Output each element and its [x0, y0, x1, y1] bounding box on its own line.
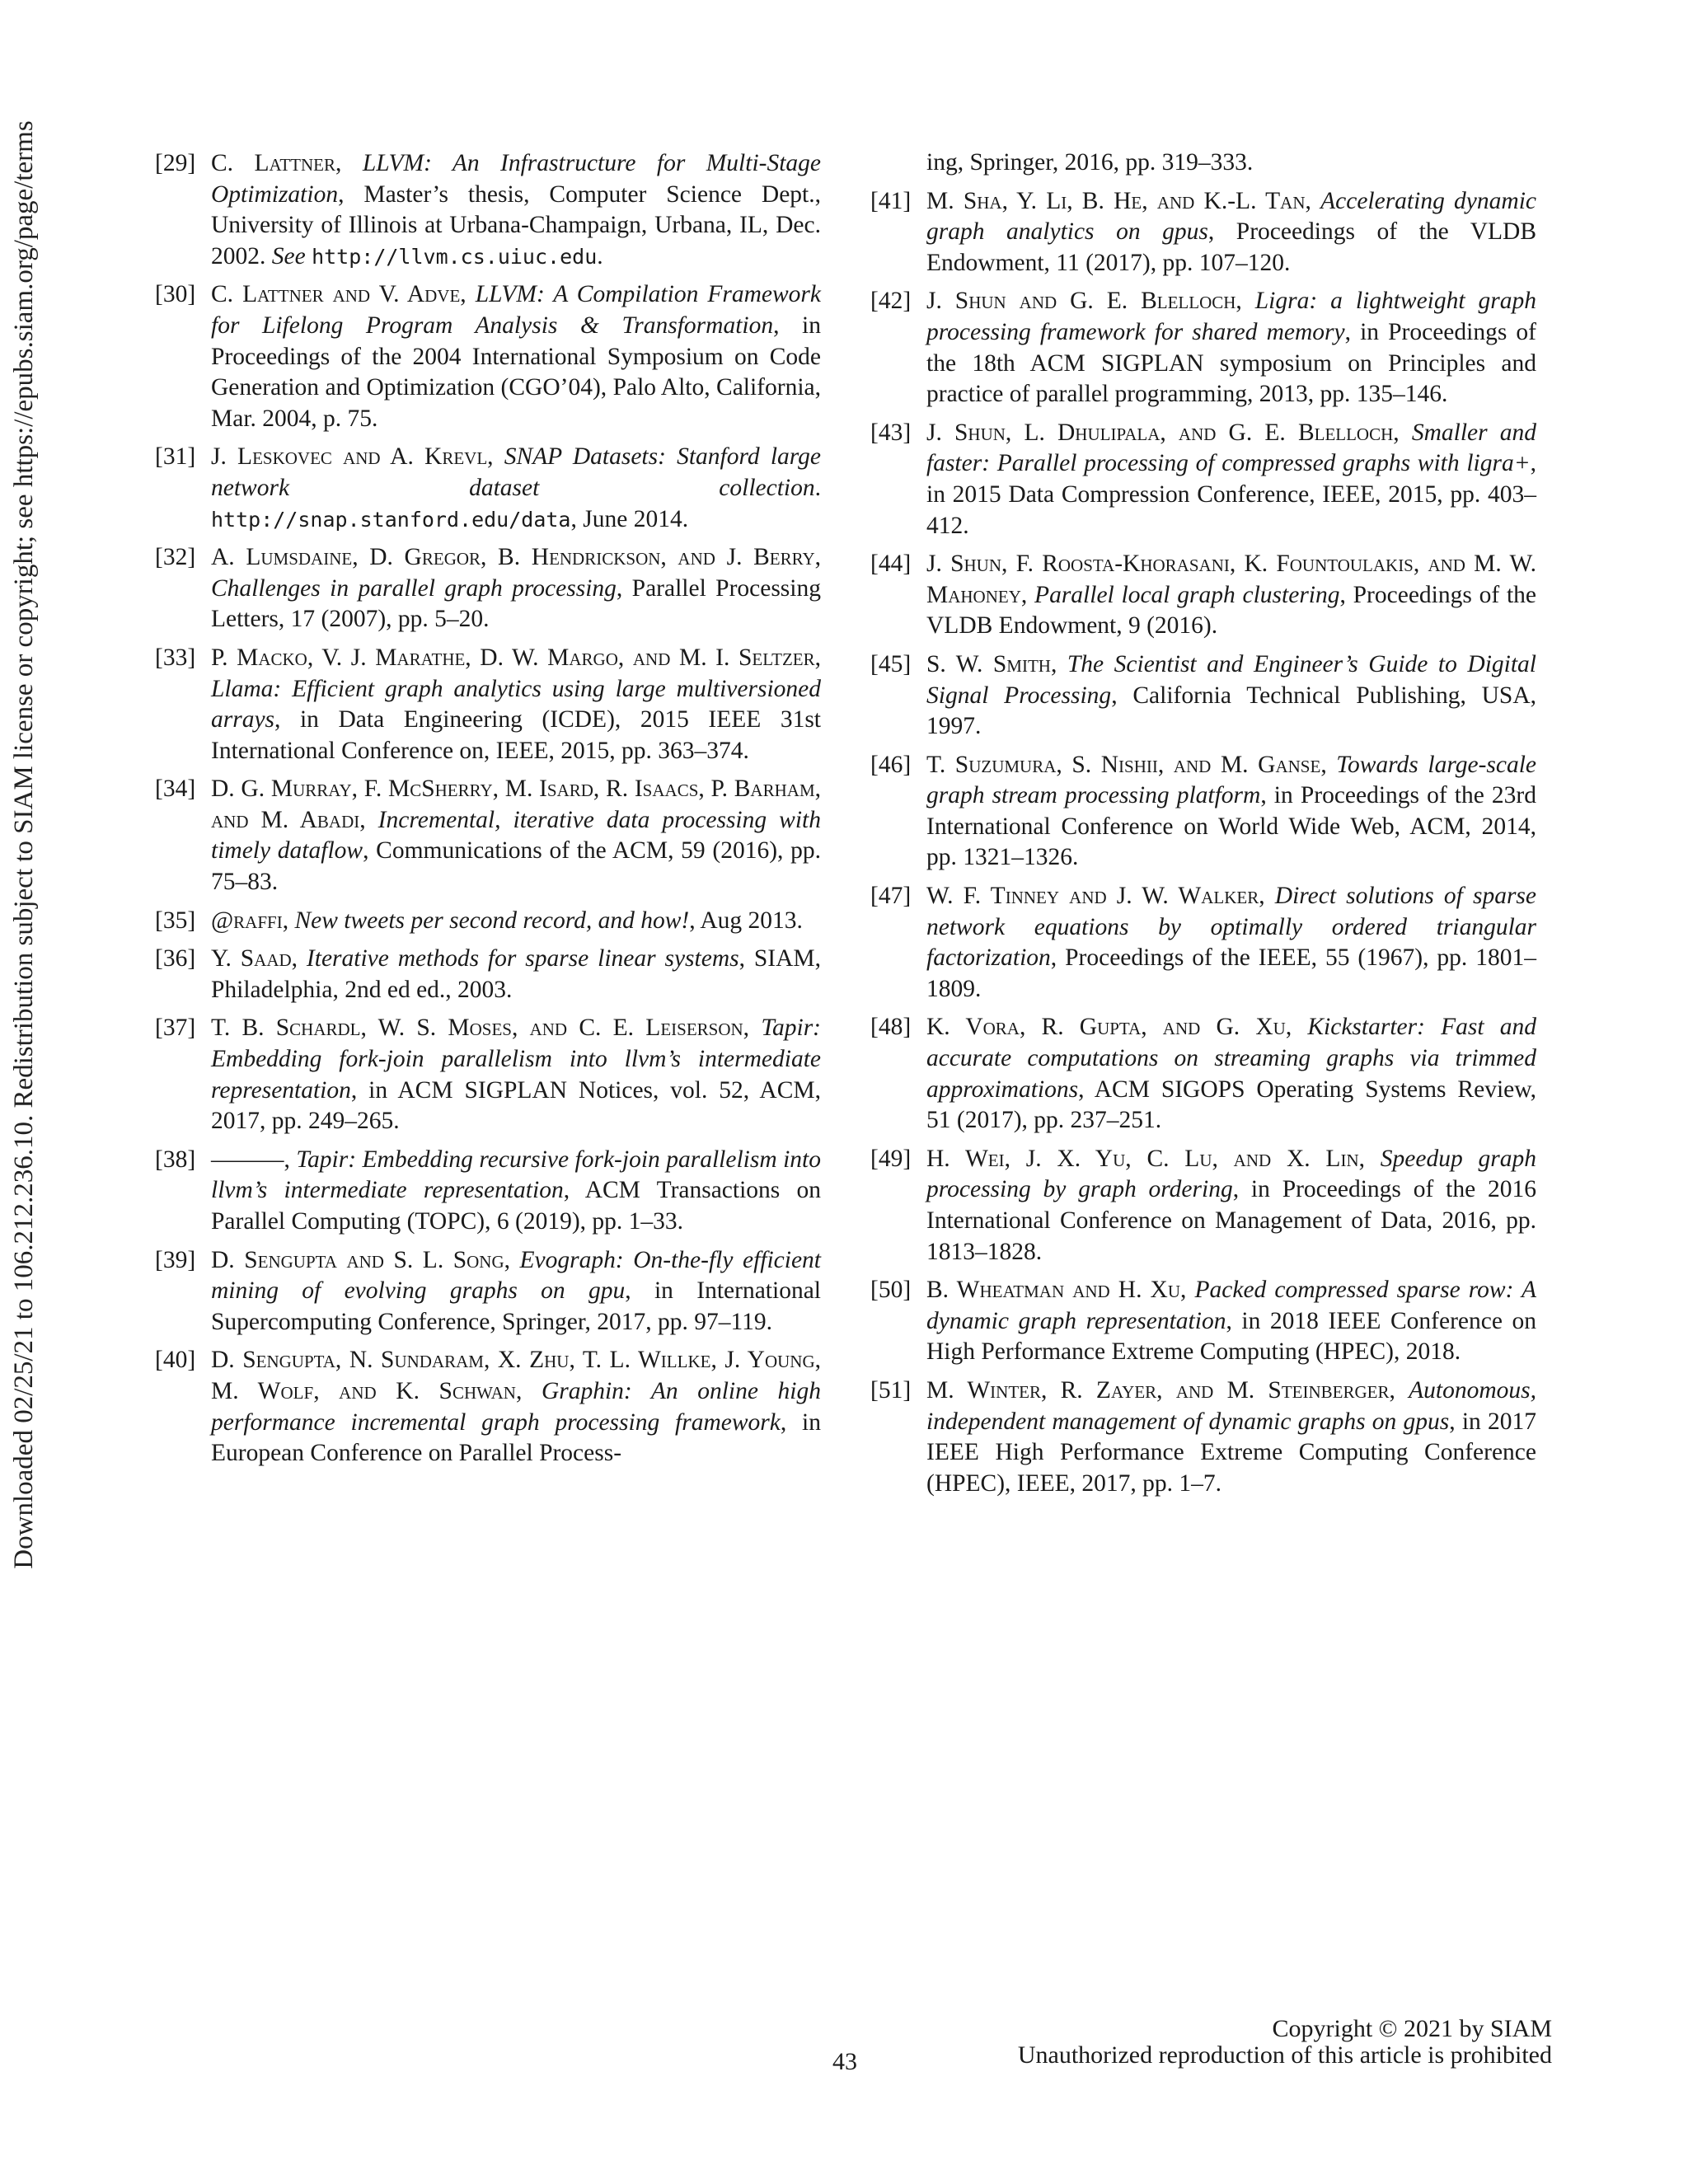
- reference-entry: [870, 186, 1536, 279]
- references-right-column: [870, 148, 1536, 1507]
- reference-entry: [155, 774, 821, 898]
- reference-title: Incremental, iterative data processing with timely dataflow: [211, 806, 822, 865]
- reference-entry: [155, 643, 821, 766]
- reference-separator: ,: [1389, 1376, 1409, 1404]
- reference-separator: ,: [515, 1377, 542, 1404]
- reference-title: SNAP Datasets: Stanford large network dataset collection: [211, 443, 821, 501]
- reference-title: Graphin: An online high performance incremental graph processing framework: [211, 1377, 821, 1436]
- reference-text: [926, 649, 1536, 743]
- reference-authors: J. Leskovec and A. Krevl: [211, 443, 488, 471]
- reference-text: [211, 1245, 821, 1338]
- reference-entry: [870, 750, 1536, 874]
- reference-details: , Proceedings of the IEEE, 55 (1967), pp. 1801–1809.: [926, 944, 1536, 1002]
- reference-entry: [870, 881, 1536, 1005]
- reference-details: , in 2015 Data Compression Conference, IEEE, 2015, pp. 403–412.: [926, 450, 1536, 539]
- reference-details: , in Proceedings of the 18th ACM SIGPLAN symposium on Principles and practice of parallel programming, 2013, pp. 135–146.: [926, 318, 1536, 408]
- reference-details: , ACM Transactions on Parallel Computing (TOPC), 6 (2019), pp. 1–33.: [211, 1177, 821, 1235]
- reference-text: [211, 643, 821, 766]
- reference-separator: ,: [1358, 1145, 1381, 1172]
- reference-separator: ,: [460, 281, 476, 308]
- reference-authors: A. Lumsdaine, D. Gregor, B. Hendrickson, and J. Berry: [211, 544, 815, 571]
- reference-number: [35]: [155, 907, 196, 934]
- reference-details: , in ACM SIGPLAN Notices, vol. 52, ACM, 2017, pp. 249–265.: [211, 1076, 821, 1135]
- reference-number: [51]: [870, 1376, 912, 1404]
- reference-number: [40]: [155, 1347, 196, 1374]
- reference-text: [211, 148, 821, 272]
- reference-separator: ,: [359, 806, 378, 833]
- reference-authors: B. Wheatman and H. Xu: [926, 1277, 1181, 1304]
- reference-title: Speedup graph processing by graph ordering: [926, 1145, 1536, 1203]
- reference-separator: ,: [1259, 883, 1275, 910]
- reference-details: , in Proceedings of the 2016 International Conference on Management of Data, 2016, pp. 1813–1828.: [926, 1176, 1537, 1265]
- reference-entry: [155, 944, 821, 1005]
- reference-number: [46]: [870, 751, 912, 778]
- reference-authors: J. Shun, L. Dhulipala, and G. E. Blelloch: [926, 419, 1394, 446]
- reference-title: LLVM: A Compilation Framework for Lifelong Program Analysis & Transformation: [211, 281, 821, 339]
- reference-number: [45]: [870, 650, 912, 677]
- reference-title: Iterative methods for sparse linear systems: [306, 945, 739, 972]
- reference-entry: [155, 1145, 821, 1238]
- reference-text: [926, 881, 1536, 1005]
- reference-authors: T. Suzumura, S. Nishii, and M. Ganse: [926, 751, 1321, 778]
- reference-text: [926, 750, 1536, 874]
- reference-title: Tapir: Embedding recursive fork-join parallelism into llvm’s intermediate representation: [211, 1146, 822, 1204]
- reference-text: [926, 1275, 1536, 1368]
- reference-details: , Aug 2013.: [689, 907, 803, 934]
- reference-number: [43]: [870, 419, 912, 446]
- reference-number: [37]: [155, 1015, 196, 1042]
- reference-authors: M. Sha, Y. Li, B. He, and K.-L. Tan: [926, 187, 1306, 214]
- reference-details: , Proceedings of the VLDB Endowment, 11 (2017), pp. 107–120.: [926, 218, 1536, 276]
- reference-text: [926, 418, 1536, 541]
- reference-entry: [155, 279, 821, 434]
- reference-separator: ,: [1180, 1277, 1195, 1304]
- reference-title: Towards large-scale graph stream processing platform: [926, 751, 1537, 809]
- reference-title: Kickstarter: Fast and accurate computations on streaming graphs via trimmed approximations: [926, 1014, 1536, 1103]
- reference-separator: ,: [282, 907, 295, 934]
- reference-details: , Parallel Processing Letters, 17 (2007), pp. 5–20.: [211, 574, 821, 633]
- reference-entry: [870, 1144, 1536, 1268]
- reference-details: , California Technical Publishing, USA, 1997.: [926, 682, 1536, 740]
- reference-authors: M. Winter, R. Zayer, and M. Steinberger: [926, 1376, 1390, 1404]
- reference-details: .: [814, 474, 821, 501]
- reference-entry: [870, 1275, 1536, 1368]
- reference-text: [926, 1012, 1536, 1136]
- reference-title: LLVM: An Infrastructure for Multi-Stage Optimization: [211, 150, 822, 208]
- reference-separator: ,: [335, 150, 363, 176]
- reference-entry: [870, 549, 1536, 642]
- reference-details: , Communications of the ACM, 59 (2016), pp. 75–83.: [211, 837, 821, 896]
- reference-number: [47]: [870, 883, 912, 910]
- reference-separator: ,: [814, 644, 821, 671]
- reference-text: [926, 186, 1536, 279]
- reference-text: [211, 1345, 821, 1469]
- reference-authors: W. F. Tinney and J. W. Walker: [926, 883, 1259, 910]
- reference-authors: D. Sengupta and S. L. Song: [211, 1246, 504, 1273]
- reference-authors: P. Macko, V. J. Marathe, D. W. Margo, and M. I. Seltzer: [211, 644, 815, 671]
- reference-separator: ,: [1020, 581, 1035, 608]
- reference-details: , ACM SIGOPS Operating Systems Review, 51 (2017), pp. 237–251.: [926, 1076, 1536, 1134]
- reference-details: , SIAM, Philadelphia, 2nd ed ed., 2003.: [211, 945, 822, 1003]
- reference-tail: .: [597, 242, 603, 269]
- reference-authors: H. Wei, J. X. Yu, C. Lu, and X. Lin: [926, 1145, 1359, 1172]
- reference-authors: J. Shun and G. E. Blelloch: [926, 288, 1236, 315]
- reference-title: Autonomous, independent management of dynamic graphs on gpus: [926, 1376, 1537, 1435]
- reference-authors: D. G. Murray, F. McSherry, M. Isard, R. Isaacs, P. Barham, and M. Abadi: [211, 776, 821, 833]
- reference-separator: ,: [814, 544, 821, 571]
- reference-continuation: ing, Springer, 2016, pp. 319–333.: [926, 149, 1254, 176]
- reference-number: [50]: [870, 1277, 912, 1304]
- reference-authors: Y. Saad: [211, 945, 292, 972]
- reference-separator: ,: [1285, 1014, 1308, 1041]
- reference-entry: [870, 1376, 1536, 1499]
- reference-entry: [155, 442, 821, 535]
- reference-authors: ———: [211, 1146, 284, 1173]
- reference-details: , in 2018 IEEE Conference on High Performance Extreme Computing (HPEC), 2018.: [926, 1307, 1536, 1366]
- reference-number: [34]: [155, 776, 196, 803]
- reference-entry: [155, 906, 821, 937]
- reference-text: [211, 442, 821, 535]
- reference-title: Smaller and faster: Parallel processing of compressed graphs with ligra+: [926, 419, 1537, 477]
- reference-text: [211, 1013, 821, 1137]
- reference-number: [38]: [155, 1146, 196, 1173]
- copyright-notice: [1018, 2016, 1552, 2069]
- reference-separator: ,: [504, 1246, 520, 1273]
- reference-text: [926, 1376, 1536, 1499]
- reference-number: [32]: [155, 544, 196, 571]
- reference-entry: [155, 148, 821, 272]
- reference-entry: [870, 418, 1536, 541]
- reference-authors: C. Lattner and V. Adve: [211, 281, 461, 308]
- reference-number: [49]: [870, 1145, 912, 1172]
- reference-text: [211, 774, 821, 898]
- reference-separator: ,: [487, 443, 504, 471]
- reference-separator: ,: [1050, 650, 1067, 677]
- reference-authors: C. Lattner: [211, 150, 335, 176]
- reference-text: [211, 1145, 821, 1238]
- reference-number: [41]: [870, 187, 912, 214]
- reference-number: [39]: [155, 1246, 196, 1273]
- references-left-column: [155, 148, 821, 1477]
- reference-details: , in Proceedings of the 2004 International Symposium on Code Generation and Optimization (CGO’04), Palo Alto, California, Mar. 2004, p. 75.: [211, 312, 821, 432]
- reference-details: , Proceedings of the VLDB Endowment, 9 (2016).: [926, 581, 1536, 640]
- reference-separator: ,: [291, 945, 307, 972]
- reference-separator: ,: [1393, 419, 1412, 446]
- reference-details: , in 2017 IEEE High Performance Extreme Computing Conference (HPEC), IEEE, 2017, pp. 1–7.: [926, 1408, 1536, 1497]
- reference-title: Llama: Efficient graph analytics using large multiversioned arrays: [211, 675, 821, 733]
- reference-url[interactable]: http://llvm.cs.uiuc.edu: [312, 244, 598, 269]
- reference-number: [44]: [870, 551, 912, 578]
- reference-title: New tweets per second record, and how!: [294, 907, 690, 934]
- reference-url[interactable]: http://snap.stanford.edu/data: [211, 507, 571, 532]
- reference-details: , in Proceedings of the 23rd International Conference on World Wide Web, ACM, 2014, pp. 1321–1326.: [926, 782, 1536, 871]
- reference-entry: [870, 286, 1536, 410]
- reference-text: [211, 906, 821, 937]
- reference-number: [36]: [155, 945, 196, 972]
- reference-number: [29]: [155, 150, 196, 176]
- reference-authors: J. Shun, F. Roosta-Khorasani, K. Fountoulakis, and M. W. Mahoney: [926, 551, 1536, 608]
- download-notice: Downloaded 02/25/21 to 106.212.236.10. Redistribution subject to SIAM license or copyright; see https://epubs.siam.org/page/terms: [9, 120, 39, 1569]
- reference-details: , Master’s thesis, Computer Science Dept., University of Illinois at Urbana-Champaign, Urbana, IL, Dec. 2002.: [211, 180, 821, 269]
- reproduction-notice: Unauthorized reproduction of this article is prohibited: [1017, 2041, 1552, 2069]
- reference-details: , in Data Engineering (ICDE), 2015 IEEE 31st International Conference on, IEEE, 2015, pp. 363–374.: [211, 706, 821, 764]
- reference-text: [211, 542, 821, 635]
- reference-number: [30]: [155, 281, 196, 308]
- reference-tail: , June 2014.: [570, 505, 689, 532]
- reference-entry: [155, 542, 821, 635]
- reference-title: Evograph: On-the-fly efficient mining of evolving graphs on gpu: [211, 1246, 821, 1305]
- reference-title: Packed compressed sparse row: A dynamic graph representation: [926, 1277, 1536, 1334]
- reference-see: See: [271, 242, 306, 269]
- reference-entry: [155, 1013, 821, 1137]
- reference-title: Tapir: Embedding fork-join parallelism into llvm’s intermediate representation: [211, 1015, 822, 1104]
- reference-text: [926, 549, 1536, 642]
- reference-separator: ,: [1305, 187, 1321, 214]
- reference-authors: K. Vora, R. Gupta, and G. Xu: [926, 1014, 1286, 1041]
- reference-title: Parallel local graph clustering: [1034, 581, 1340, 608]
- reference-separator: ,: [1320, 751, 1337, 778]
- reference-number: [48]: [870, 1014, 912, 1041]
- reference-text: [926, 286, 1536, 410]
- reference-authors: T. B. Schardl, W. S. Moses, and C. E. Leiserson: [211, 1015, 743, 1042]
- reference-text: [926, 1144, 1536, 1268]
- page-number: 43: [832, 2048, 857, 2075]
- reference-title: Ligra: a lightweight graph processing framework for shared memory: [926, 288, 1536, 345]
- reference-separator: ,: [284, 1146, 297, 1173]
- reference-title: The Scientist and Engineer’s Guide to Digital Signal Processing: [926, 650, 1537, 709]
- reference-entry: [870, 649, 1536, 743]
- reference-title: Direct solutions of sparse network equations by optimally ordered triangular factorization: [926, 883, 1536, 972]
- reference-title: Challenges in parallel graph processing: [211, 574, 617, 602]
- reference-separator: ,: [1236, 288, 1255, 315]
- reference-number: [42]: [870, 288, 912, 315]
- reference-authors: @raffi: [211, 907, 283, 934]
- reference-entry: [155, 1245, 821, 1338]
- reference-text: [211, 944, 821, 1005]
- reference-details: , in International Supercomputing Conference, Springer, 2017, pp. 97–119.: [211, 1277, 821, 1335]
- reference-number: [31]: [155, 443, 196, 471]
- reference-title: Accelerating dynamic graph analytics on gpus: [926, 187, 1536, 246]
- reference-entry: [155, 1345, 821, 1469]
- reference-entry: [870, 1012, 1536, 1136]
- copyright-line: Copyright © 2021 by SIAM: [1272, 2015, 1552, 2042]
- reference-authors: D. Sengupta, N. Sundaram, X. Zhu, T. L. Willke, J. Young, M. Wolf, and K. Schwan: [211, 1347, 821, 1404]
- reference-authors: S. W. Smith: [926, 650, 1051, 677]
- reference-text: [211, 279, 821, 434]
- reference-separator: ,: [743, 1015, 762, 1042]
- reference-number: [33]: [155, 644, 196, 671]
- reference-details: , in European Conference on Parallel Process-: [211, 1408, 821, 1467]
